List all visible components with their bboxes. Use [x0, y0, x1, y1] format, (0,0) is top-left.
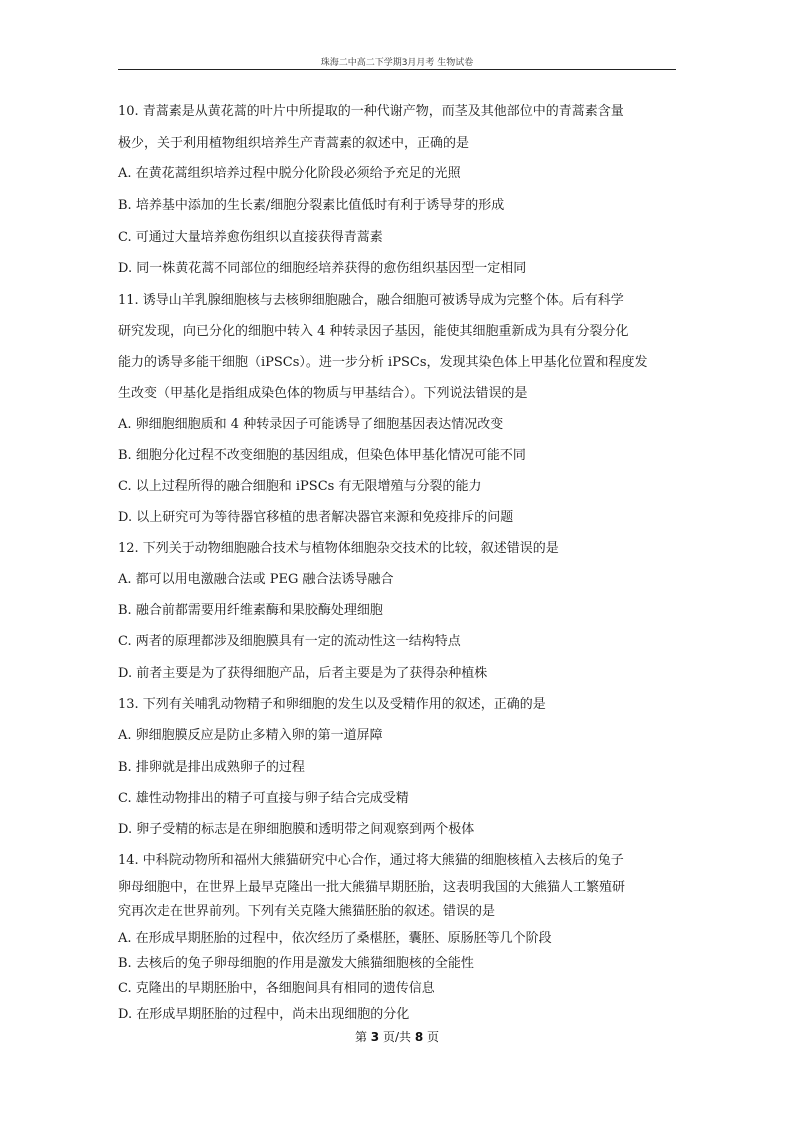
q11-option-a: A. 卵细胞细胞质和 4 种转录因子可能诱导了细胞基因表达情况改变	[118, 417, 504, 432]
q14-stem-line2: 卵母细胞中，在世界上最早克隆出一批大熊猫早期胚胎，这表明我国的大熊猫人工繁殖研	[118, 880, 626, 895]
q11-option-b: B. 细胞分化过程不改变细胞的基因组成，但染色体甲基化情况可能不同	[118, 448, 526, 463]
page-footer	[0, 1028, 794, 1045]
footer-page-number: 3	[370, 1030, 380, 1044]
page-header: 珠海二中高二下学期3月月考 生物试卷	[320, 58, 474, 68]
q10-stem-line1: 10. 青蒿素是从黄花蒿的叶片中所提取的一种代谢产物，而茎及其他部位中的青蒿素含量	[118, 104, 624, 119]
q11-option-d: D. 以上研究可为等待器官移植的患者解决器官来源和免疫排斥的问题	[118, 510, 514, 525]
q13-option-a: A. 卵细胞膜反应是防止多精入卵的第一道屏障	[118, 728, 383, 743]
q13-option-b: B. 排卵就是排出成熟卵子的过程	[118, 760, 305, 775]
q11-stem-line4: 生改变（甲基化是指组成染色体的物质与甲基结合）。下列说法错误的是	[118, 386, 528, 401]
q14-stem-line3: 究再次走在世界前列。下列有关克隆大熊猫胚胎的叙述。错误的是	[118, 904, 496, 919]
q13-option-c: C. 雄性动物排出的精子可直接与卵子结合完成受精	[118, 791, 409, 806]
q14-stem-line1: 14. 中科院动物所和福州大熊猫研究中心合作，通过将大熊猫的细胞核植入去核后的兔子	[118, 853, 624, 868]
q10-option-a: A. 在黄花蒿组织培养过程中脱分化阶段必须给予充足的光照	[118, 166, 461, 181]
q13-stem: 13. 下列有关哺乳动物精子和卵细胞的发生以及受精作用的叙述，正确的是	[118, 697, 546, 712]
footer-prefix: 第	[354, 1030, 367, 1044]
q11-stem-line2: 研究发现，向已分化的细胞中转入 4 种转录因子基因，能使其细胞重新成为具有分裂分化	[118, 324, 629, 339]
q14-option-b: B. 去核后的兔子卵母细胞的作用是激发大熊猫细胞核的全能性	[118, 956, 474, 971]
q11-option-c: C. 以上过程所得的融合细胞和 iPSCs 有无限增殖与分裂的能力	[118, 479, 482, 494]
q12-stem: 12. 下列关于动物细胞融合技术与植物体细胞杂交技术的比较，叙述错误的是	[118, 541, 559, 556]
q12-option-d: D. 前者主要是为了获得细胞产品，后者主要是为了获得杂种植株	[118, 666, 488, 681]
header-rule	[118, 69, 676, 70]
q12-option-a: A. 都可以用电激融合法或 PEG 融合法诱导融合	[118, 572, 394, 587]
q10-option-b: B. 培养基中添加的生长素/细胞分裂素比值低时有利于诱导芽的形成	[118, 198, 505, 213]
footer-suffix: 页	[427, 1030, 440, 1044]
q10-option-d: D. 同一株黄花蒿不同部位的细胞经培养获得的愈伤组织基因型一定相同	[118, 261, 527, 276]
q11-stem-line3: 能力的诱导多能干细胞（iPSCs）。进一步分析 iPSCs，发现其染色体上甲基化位置和程度发	[118, 355, 648, 370]
q11-stem-line1: 11. 诱导山羊乳腺细胞核与去核卵细胞融合，融合细胞可被诱导成为完整个体。后有科学	[118, 293, 624, 308]
q13-option-d: D. 卵子受精的标志是在卵细胞膜和透明带之间观察到两个极体	[118, 822, 475, 837]
q12-option-c: C. 两者的原理都涉及细胞膜具有一定的流动性这一结构特点	[118, 634, 461, 649]
q14-option-d: D. 在形成早期胚胎的过程中，尚未出现细胞的分化	[118, 1007, 410, 1022]
q14-option-c: C. 克隆出的早期胚胎中，各细胞间具有相同的遗传信息	[118, 981, 435, 996]
q14-option-a: A. 在形成早期胚胎的过程中，依次经历了桑椹胚，囊胚、原肠胚等几个阶段	[118, 931, 552, 946]
q10-stem-line2: 极少，关于利用植物组织培养生产青蒿素的叙述中，正确的是	[118, 136, 470, 151]
footer-mid: 页/共	[382, 1030, 412, 1044]
q12-option-b: B. 融合前都需要用纤维素酶和果胶酶处理细胞	[118, 603, 383, 618]
footer-total-pages: 8	[414, 1030, 424, 1044]
q10-option-c: C. 可通过大量培养愈伤组织以直接获得青蒿素	[118, 230, 383, 245]
